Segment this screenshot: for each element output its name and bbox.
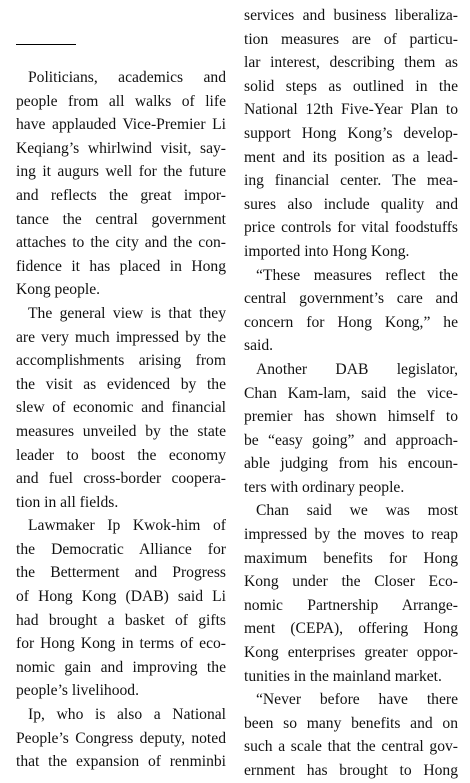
text-line: The general view is that they — [28, 304, 226, 322]
text-line: price controls for vital foodstuffs — [244, 219, 458, 237]
text-line: Kong under the Closer Eco- — [244, 573, 458, 591]
text-line: be “easy going” and approach- — [244, 431, 458, 449]
text-line: Ip, who is also a National — [28, 706, 226, 724]
text-line: Kong enterprises greater oppor- — [244, 644, 458, 662]
text-line: lar interest, describing them as — [244, 54, 458, 72]
text-line: solid steps as outlined in the — [244, 77, 458, 95]
text-line: central government’s care and — [244, 290, 458, 308]
text-line: accomplishments arising from — [16, 352, 226, 370]
text-line: ment and its position as a lead- — [244, 148, 458, 166]
text-line: measures unveiled by the state — [16, 422, 226, 440]
right-column — [244, 4, 458, 783]
text-line: “Never before have there — [256, 691, 458, 709]
text-line: people’s livelihood. — [16, 682, 139, 700]
text-line: people from all walks of life — [16, 92, 226, 110]
text-line: maximum benefits for Hong — [244, 549, 458, 567]
text-line: Politicians, academics and — [28, 69, 226, 86]
text-line: premier has shown himself to — [244, 408, 458, 426]
text-line: impressed by the moves to reap — [244, 526, 458, 544]
text-line: sures also include quality and — [244, 195, 458, 213]
text-line: ernment has brought to Hong — [244, 762, 458, 779]
text-line: fidence it has placed in Hong — [16, 257, 226, 275]
text-line: ters with ordinary people. — [244, 478, 405, 496]
text-line: Chan Kam-lam, said the vice- — [244, 384, 458, 402]
text-line: nomic gain and improving the — [16, 658, 226, 676]
text-line: had brought a basket of gifts — [16, 611, 226, 629]
text-line: Keqiang’s whirlwind visit, say- — [16, 139, 226, 157]
text-line: tion measures are of particu- — [244, 30, 458, 48]
text-line: been so many benefits and on — [244, 714, 458, 732]
text-line: Kong people. — [16, 281, 101, 299]
left-column — [16, 66, 226, 774]
text-line: have applauded Vice-Premier Li — [16, 116, 226, 134]
text-line: leader to boost the economy — [16, 446, 226, 464]
text-line: the Betterment and Progress — [16, 564, 226, 582]
text-line: slew of economic and financial — [16, 399, 226, 417]
text-line: such a scale that the central gov- — [244, 738, 458, 756]
text-line: and fuel cross-border coopera- — [16, 470, 226, 488]
text-line: able judging from his encoun- — [244, 455, 458, 473]
text-line: imported into Hong Kong. — [244, 242, 410, 260]
text-line: are very much impressed by the — [16, 328, 226, 346]
text-line: National 12th Five-Year Plan to — [244, 101, 458, 119]
text-line: and reflects the great impor- — [16, 186, 226, 204]
text-line: nomic Partnership Arrange- — [244, 596, 458, 614]
text-line: ment (CEPA), offering Hong — [244, 620, 458, 638]
section-rule — [16, 44, 76, 45]
text-line: attaches to the city and the con- — [16, 234, 226, 252]
text-line: the Democratic Alliance for — [16, 540, 226, 558]
text-line: tion in all fields. — [16, 493, 119, 511]
text-line: People’s Congress deputy, noted — [16, 729, 226, 747]
text-line: said. — [244, 337, 274, 355]
text-line: tance the central government — [16, 210, 226, 228]
text-line: Lawmaker Ip Kwok-him of — [28, 517, 226, 535]
text-line: that the expansion of renminbi — [16, 753, 226, 771]
text-line: of Hong Kong (DAB) said Li — [16, 588, 226, 606]
text-line: Chan said we was most — [256, 502, 458, 520]
text-line: “These measures reflect the — [256, 266, 458, 284]
text-line: support Hong Kong’s develop- — [244, 124, 458, 142]
text-line: ing financial center. The mea- — [244, 172, 458, 190]
text-line: for Hong Kong in terms of eco- — [16, 635, 226, 653]
text-line: the visit as evidenced by the — [16, 375, 226, 393]
text-line: tunities in the mainland market. — [244, 667, 442, 685]
text-line: concern for Hong Kong,” he — [244, 313, 458, 331]
text-line: ing it augurs well for the future — [16, 163, 226, 181]
text-line: services and business liberaliza- — [244, 7, 458, 24]
text-line: Another DAB legislator, — [256, 360, 458, 378]
